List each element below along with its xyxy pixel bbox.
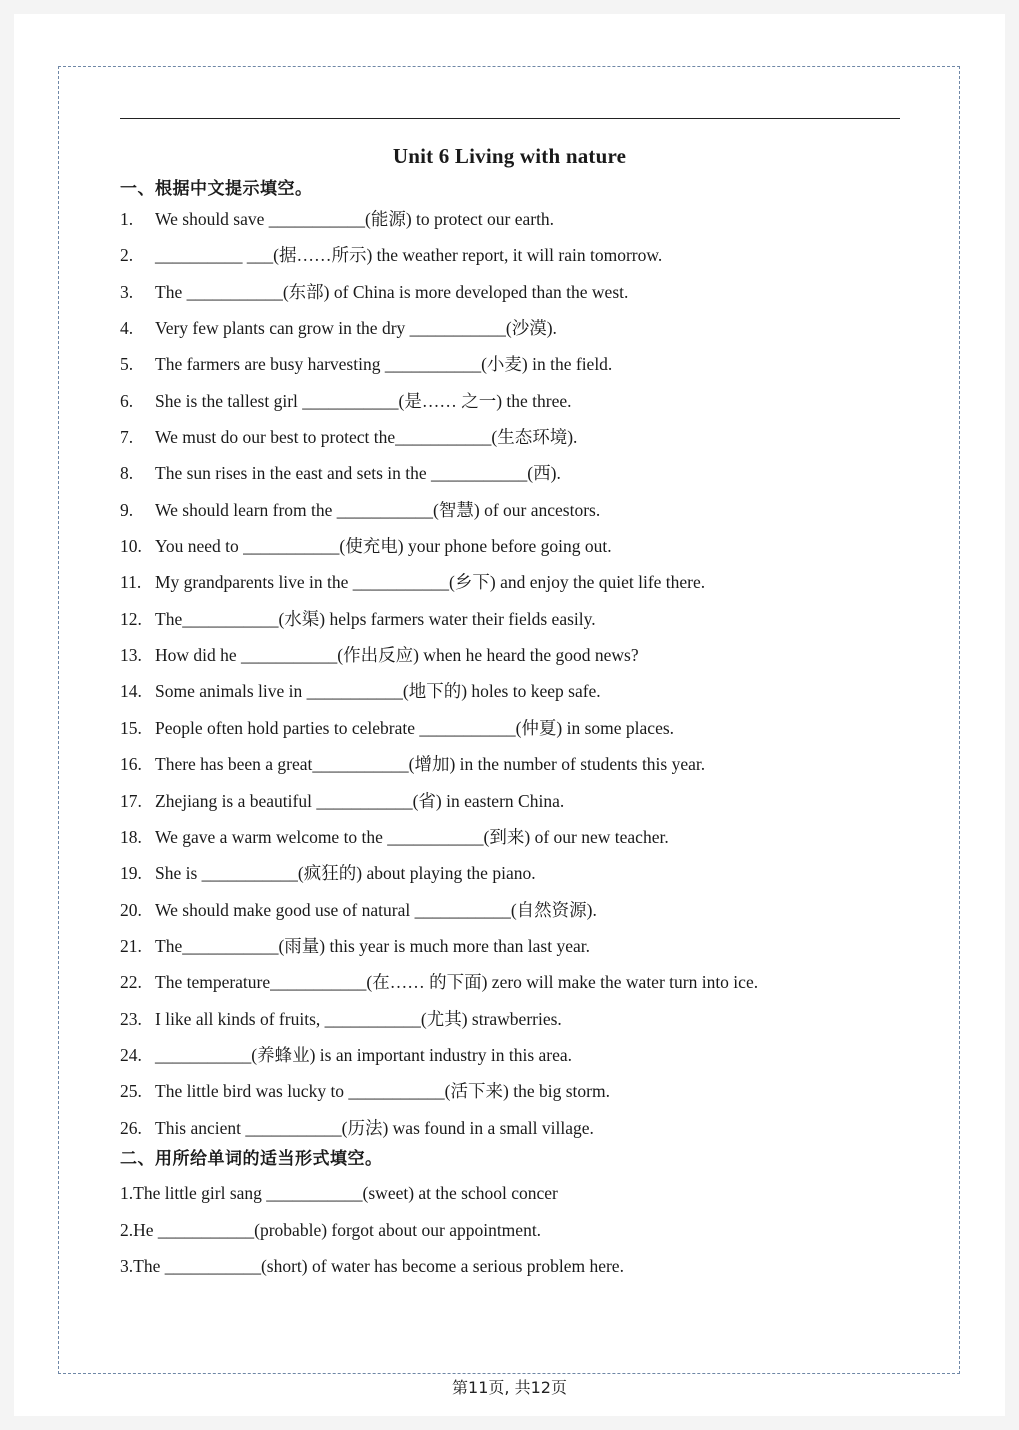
item-number: 13. (120, 645, 142, 666)
item-text: This ancient ___________(历法) was found in a small village. (155, 1117, 594, 1138)
item-text: We must do our best to protect the___________(生态环境). (155, 427, 578, 448)
list-item: 2.He ___________(probable) forgot about our appointment. (120, 1219, 542, 1240)
item-number: 20. (120, 899, 142, 920)
item-text: People often hold parties to celebrate ___________(仲夏) in some places. (155, 717, 675, 738)
item-number: 11. (120, 572, 142, 593)
item-number: 5. (120, 354, 134, 375)
item-text: There has been a great___________(增加) in the number of students this year. (155, 754, 706, 775)
item-number: 22. (120, 972, 142, 993)
list-item (120, 1004, 920, 1040)
item-text: She is ___________(疯狂的) about playing the piano. (155, 863, 536, 884)
item-text: The___________(雨量) this year is much more than last year. (155, 935, 590, 956)
item-text: The farmers are busy harvesting ___________(小麦) in the field. (155, 354, 613, 375)
item-text: Zhejiang is a beautiful ___________(省) in eastern China. (155, 790, 565, 811)
item-text: My grandparents live in the ___________(乡下) and enjoy the quiet life there. (155, 572, 706, 593)
item-number: 25. (120, 1081, 142, 1102)
list-item (120, 786, 920, 822)
list-item (120, 895, 920, 931)
item-text: Very few plants can grow in the dry ___________(沙漠). (155, 318, 557, 339)
list-item (120, 967, 920, 1003)
item-number: 8. (120, 463, 134, 484)
item-number: 7. (120, 427, 134, 448)
item-text: You need to ___________(使充电) your phone before going out. (155, 536, 612, 557)
list-item (120, 676, 920, 712)
list-item (120, 204, 920, 240)
list-item (120, 567, 920, 603)
page-footer: 第11页, 共12页 (452, 1378, 567, 1397)
item-number: 21. (120, 935, 142, 956)
item-number: 24. (120, 1044, 142, 1065)
list-item (120, 931, 920, 967)
item-number: 18. (120, 826, 142, 847)
item-text: __________ ___(据……所示) the weather report, it will rain tomorrow. (155, 245, 663, 266)
item-number: 17. (120, 790, 142, 811)
document-page (14, 14, 1005, 1416)
item-number: 16. (120, 754, 142, 775)
list-item (120, 858, 920, 894)
list-item (120, 240, 920, 276)
list-item (120, 604, 920, 640)
item-text: We should save ___________(能源) to protect our earth. (155, 209, 555, 229)
list-item (120, 822, 920, 858)
list-item (120, 495, 920, 531)
list-item (120, 1076, 920, 1112)
item-number: 19. (120, 863, 142, 884)
item-text: The___________(水渠) helps farmers water their fields easily. (155, 608, 596, 629)
list-item (120, 1040, 920, 1076)
list-item (120, 749, 920, 785)
list-item (120, 277, 920, 313)
item-text: The ___________(东部) of China is more developed than the west. (155, 281, 629, 302)
section1-heading: 一、根据中文提示填空。 (120, 179, 313, 199)
item-text: We gave a warm welcome to the ___________(到来) of our new teacher. (155, 826, 669, 847)
item-text: She is the tallest girl ___________(是…… 之一) the three. (155, 390, 572, 411)
item-text: We should learn from the ___________(智慧) of our ancestors. (155, 499, 601, 520)
list-item (120, 713, 920, 749)
item-text: The sun rises in the east and sets in the ___________(西). (155, 463, 561, 484)
list-item (120, 349, 920, 385)
item-text: Some animals live in ___________(地下的) holes to keep safe. (155, 681, 601, 702)
item-text: The little bird was lucky to ___________(活下来) the big storm. (155, 1081, 610, 1102)
header-rule (120, 118, 900, 119)
list-item (120, 386, 920, 422)
item-text: How did he ___________(作出反应) when he heard the good news? (155, 645, 639, 666)
list-item (120, 531, 920, 567)
item-number: 1. (120, 209, 134, 229)
item-number: 2. (120, 245, 134, 266)
item-number: 12. (120, 608, 142, 629)
item-text: The temperature___________(在…… 的下面) zero will make the water turn into ice. (155, 972, 759, 993)
item-text: We should make good use of natural ___________(自然资源). (155, 899, 597, 920)
list-item (120, 313, 920, 349)
item-number: 6. (120, 390, 134, 411)
item-number: 23. (120, 1008, 142, 1029)
item-number: 3. (120, 281, 134, 302)
section2-heading: 二、用所给单词的适当形式填空。 (120, 1149, 383, 1169)
item-number: 26. (120, 1117, 142, 1138)
item-text: ___________(养蜂业) is an important industry in this area. (155, 1044, 573, 1065)
list-item: 1.The little girl sang ___________(sweet) at the school concer (120, 1183, 558, 1203)
item-number: 14. (120, 681, 142, 702)
item-number: 4. (120, 318, 134, 339)
section1-list (120, 204, 920, 1149)
item-text: I like all kinds of fruits, ___________(尤其) strawberries. (155, 1008, 562, 1029)
list-item (120, 640, 920, 676)
page-title: Unit 6 Living with nature (392, 144, 627, 168)
section2-list (120, 1178, 920, 1288)
item-number: 9. (120, 499, 134, 520)
item-number: 10. (120, 536, 142, 557)
list-item (120, 458, 920, 494)
list-item (120, 422, 920, 458)
list-item: 3.The ___________(short) of water has become a serious problem here. (120, 1256, 624, 1276)
item-number: 15. (120, 717, 142, 738)
